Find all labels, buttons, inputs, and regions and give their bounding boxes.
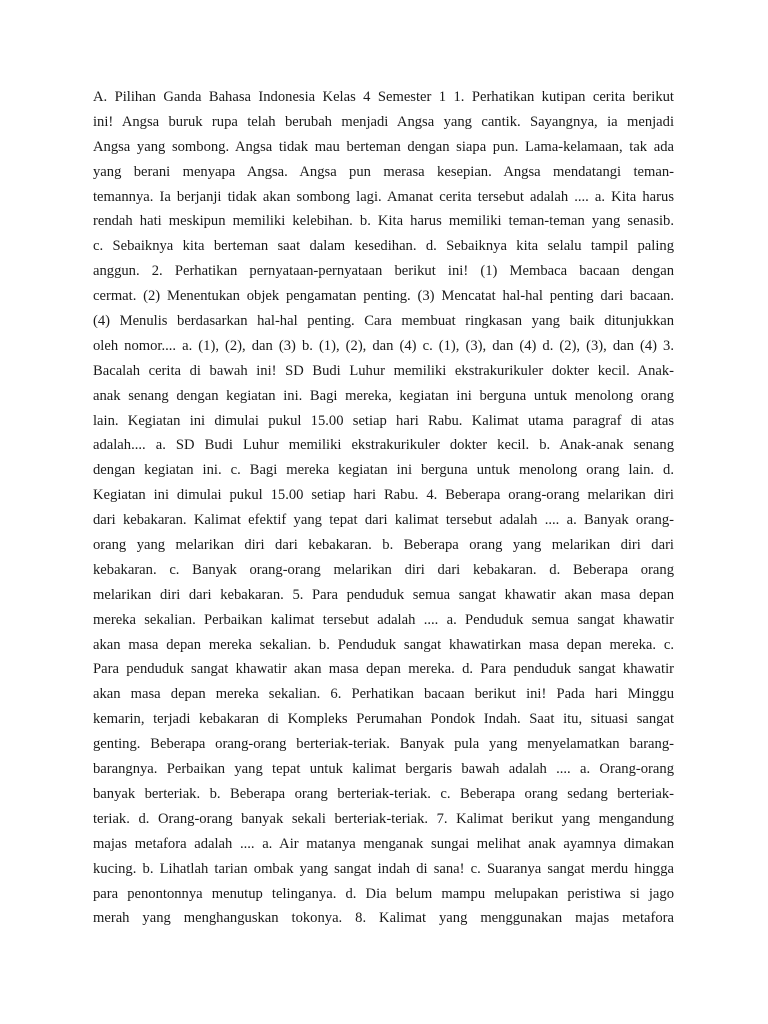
text-line: temannya. Ia berjanji tidak akan sombong lagi. Amanat cerita tersebut adalah .... a. Kita harus xyxy=(93,188,674,205)
text-line: rendah hati meskipun memiliki kelebihan. b. Kita harus memiliki teman-teman yang senasib. xyxy=(93,213,674,230)
text-line: majas metafora adalah .... a. Air matanya menganak sungai melihat anak ayamnya dimakan xyxy=(93,835,674,852)
document-body xyxy=(93,85,674,931)
text-line: ini! Angsa buruk rupa telah berubah menjadi Angsa yang cantik. Sayangnya, ia menjadi xyxy=(93,113,674,130)
text-line: dari kebakaran. Kalimat efektif yang tepat dari kalimat tersebut adalah .... a. Banyak orang- xyxy=(93,512,674,529)
text-line: barangnya. Perbaikan yang tepat untuk kalimat bergaris bawah adalah .... a. Orang-orang xyxy=(93,761,674,778)
text-line: banyak berteriak. b. Beberapa orang berteriak-teriak. c. Beberapa orang sedang berteriak- xyxy=(93,785,674,802)
text-line: merah yang menghanguskan tokonya. 8. Kalimat yang menggunakan majas metafora xyxy=(93,910,674,927)
text-line: para penontonnya menutup telinganya. d. Dia belum mampu melupakan peristiwa si jago xyxy=(93,885,674,902)
text-line: genting. Beberapa orang-orang berteriak-teriak. Banyak pula yang menyelamatkan barang- xyxy=(93,736,674,753)
text-line: Para penduduk sangat khawatir akan masa depan mereka. d. Para penduduk sangat khawatir xyxy=(93,661,674,678)
text-line: A. Pilihan Ganda Bahasa Indonesia Kelas 4 Semester 1 1. Perhatikan kutipan cerita berikut xyxy=(93,89,674,105)
text-line: teriak. d. Orang-orang banyak sekali berteriak-teriak. 7. Kalimat berikut yang mengandung xyxy=(93,810,674,827)
text-line: kucing. b. Lihatlah tarian ombak yang sangat indah di sana! c. Suaranya sangat merdu hingga xyxy=(93,860,674,877)
text-line: dengan kegiatan ini. c. Bagi mereka kegiatan ini berguna untuk menolong orang lain. d. xyxy=(93,462,674,479)
text-line: (4) Menulis berdasarkan hal-hal penting. Cara membuat ringkasan yang baik ditunjukkan xyxy=(93,313,674,330)
text-line: melarikan diri dari kebakaran. 5. Para penduduk semua sangat khawatir akan masa depan xyxy=(93,586,674,603)
text-line: yang berani menyapa Angsa. Angsa pun merasa kesepian. Angsa mendatangi teman- xyxy=(93,163,674,180)
text-line: lain. Kegiatan ini dimulai pukul 15.00 setiap hari Rabu. Kalimat utama paragraf di atas xyxy=(93,412,674,429)
text-line: anggun. 2. Perhatikan pernyataan-pernyataan berikut ini! (1) Membaca bacaan dengan xyxy=(93,263,674,280)
text-line: kebakaran. c. Banyak orang-orang melarikan diri dari kebakaran. d. Beberapa orang xyxy=(93,561,674,578)
text-line: oleh nomor.... a. (1), (2), dan (3) b. (1), (2), dan (4) c. (1), (3), dan (4) d. (2), (3), dan (4) 3. xyxy=(93,337,674,354)
text-line: mereka sekalian. Perbaikan kalimat tersebut adalah .... a. Penduduk semua sangat khawatir xyxy=(93,611,674,628)
text-line: adalah.... a. SD Budi Luhur memiliki ekstrakurikuler dokter kecil. b. Anak-anak senang xyxy=(93,437,674,454)
text-line: akan masa depan mereka sekalian. b. Penduduk sangat khawatirkan masa depan mereka. c. xyxy=(93,636,674,653)
text-line: orang yang melarikan diri dari kebakaran. b. Beberapa orang yang melarikan diri dari xyxy=(93,537,674,554)
text-line: kemarin, terjadi kebakaran di Kompleks Perumahan Pondok Indah. Saat itu, situasi sangat xyxy=(93,711,674,728)
text-line: akan masa depan mereka sekalian. 6. Perhatikan bacaan berikut ini! Pada hari Minggu xyxy=(93,686,674,703)
text-line: c. Sebaiknya kita berteman saat dalam kesedihan. d. Sebaiknya kita selalu tampil paling xyxy=(93,238,674,255)
text-line: anak senang dengan kegiatan ini. Bagi mereka, kegiatan ini berguna untuk menolong orang xyxy=(93,387,674,404)
text-line: Kegiatan ini dimulai pukul 15.00 setiap hari Rabu. 4. Beberapa orang-orang melarikan diri xyxy=(93,487,674,504)
text-line: Angsa yang sombong. Angsa tidak mau berteman dengan siapa pun. Lama-kelamaan, tak ada xyxy=(93,138,674,155)
text-line: Bacalah cerita di bawah ini! SD Budi Luhur memiliki ekstrakurikuler dokter kecil. Anak- xyxy=(93,362,674,379)
text-line: cermat. (2) Menentukan objek pengamatan penting. (3) Mencatat hal-hal penting dari bacaan. xyxy=(93,288,674,305)
